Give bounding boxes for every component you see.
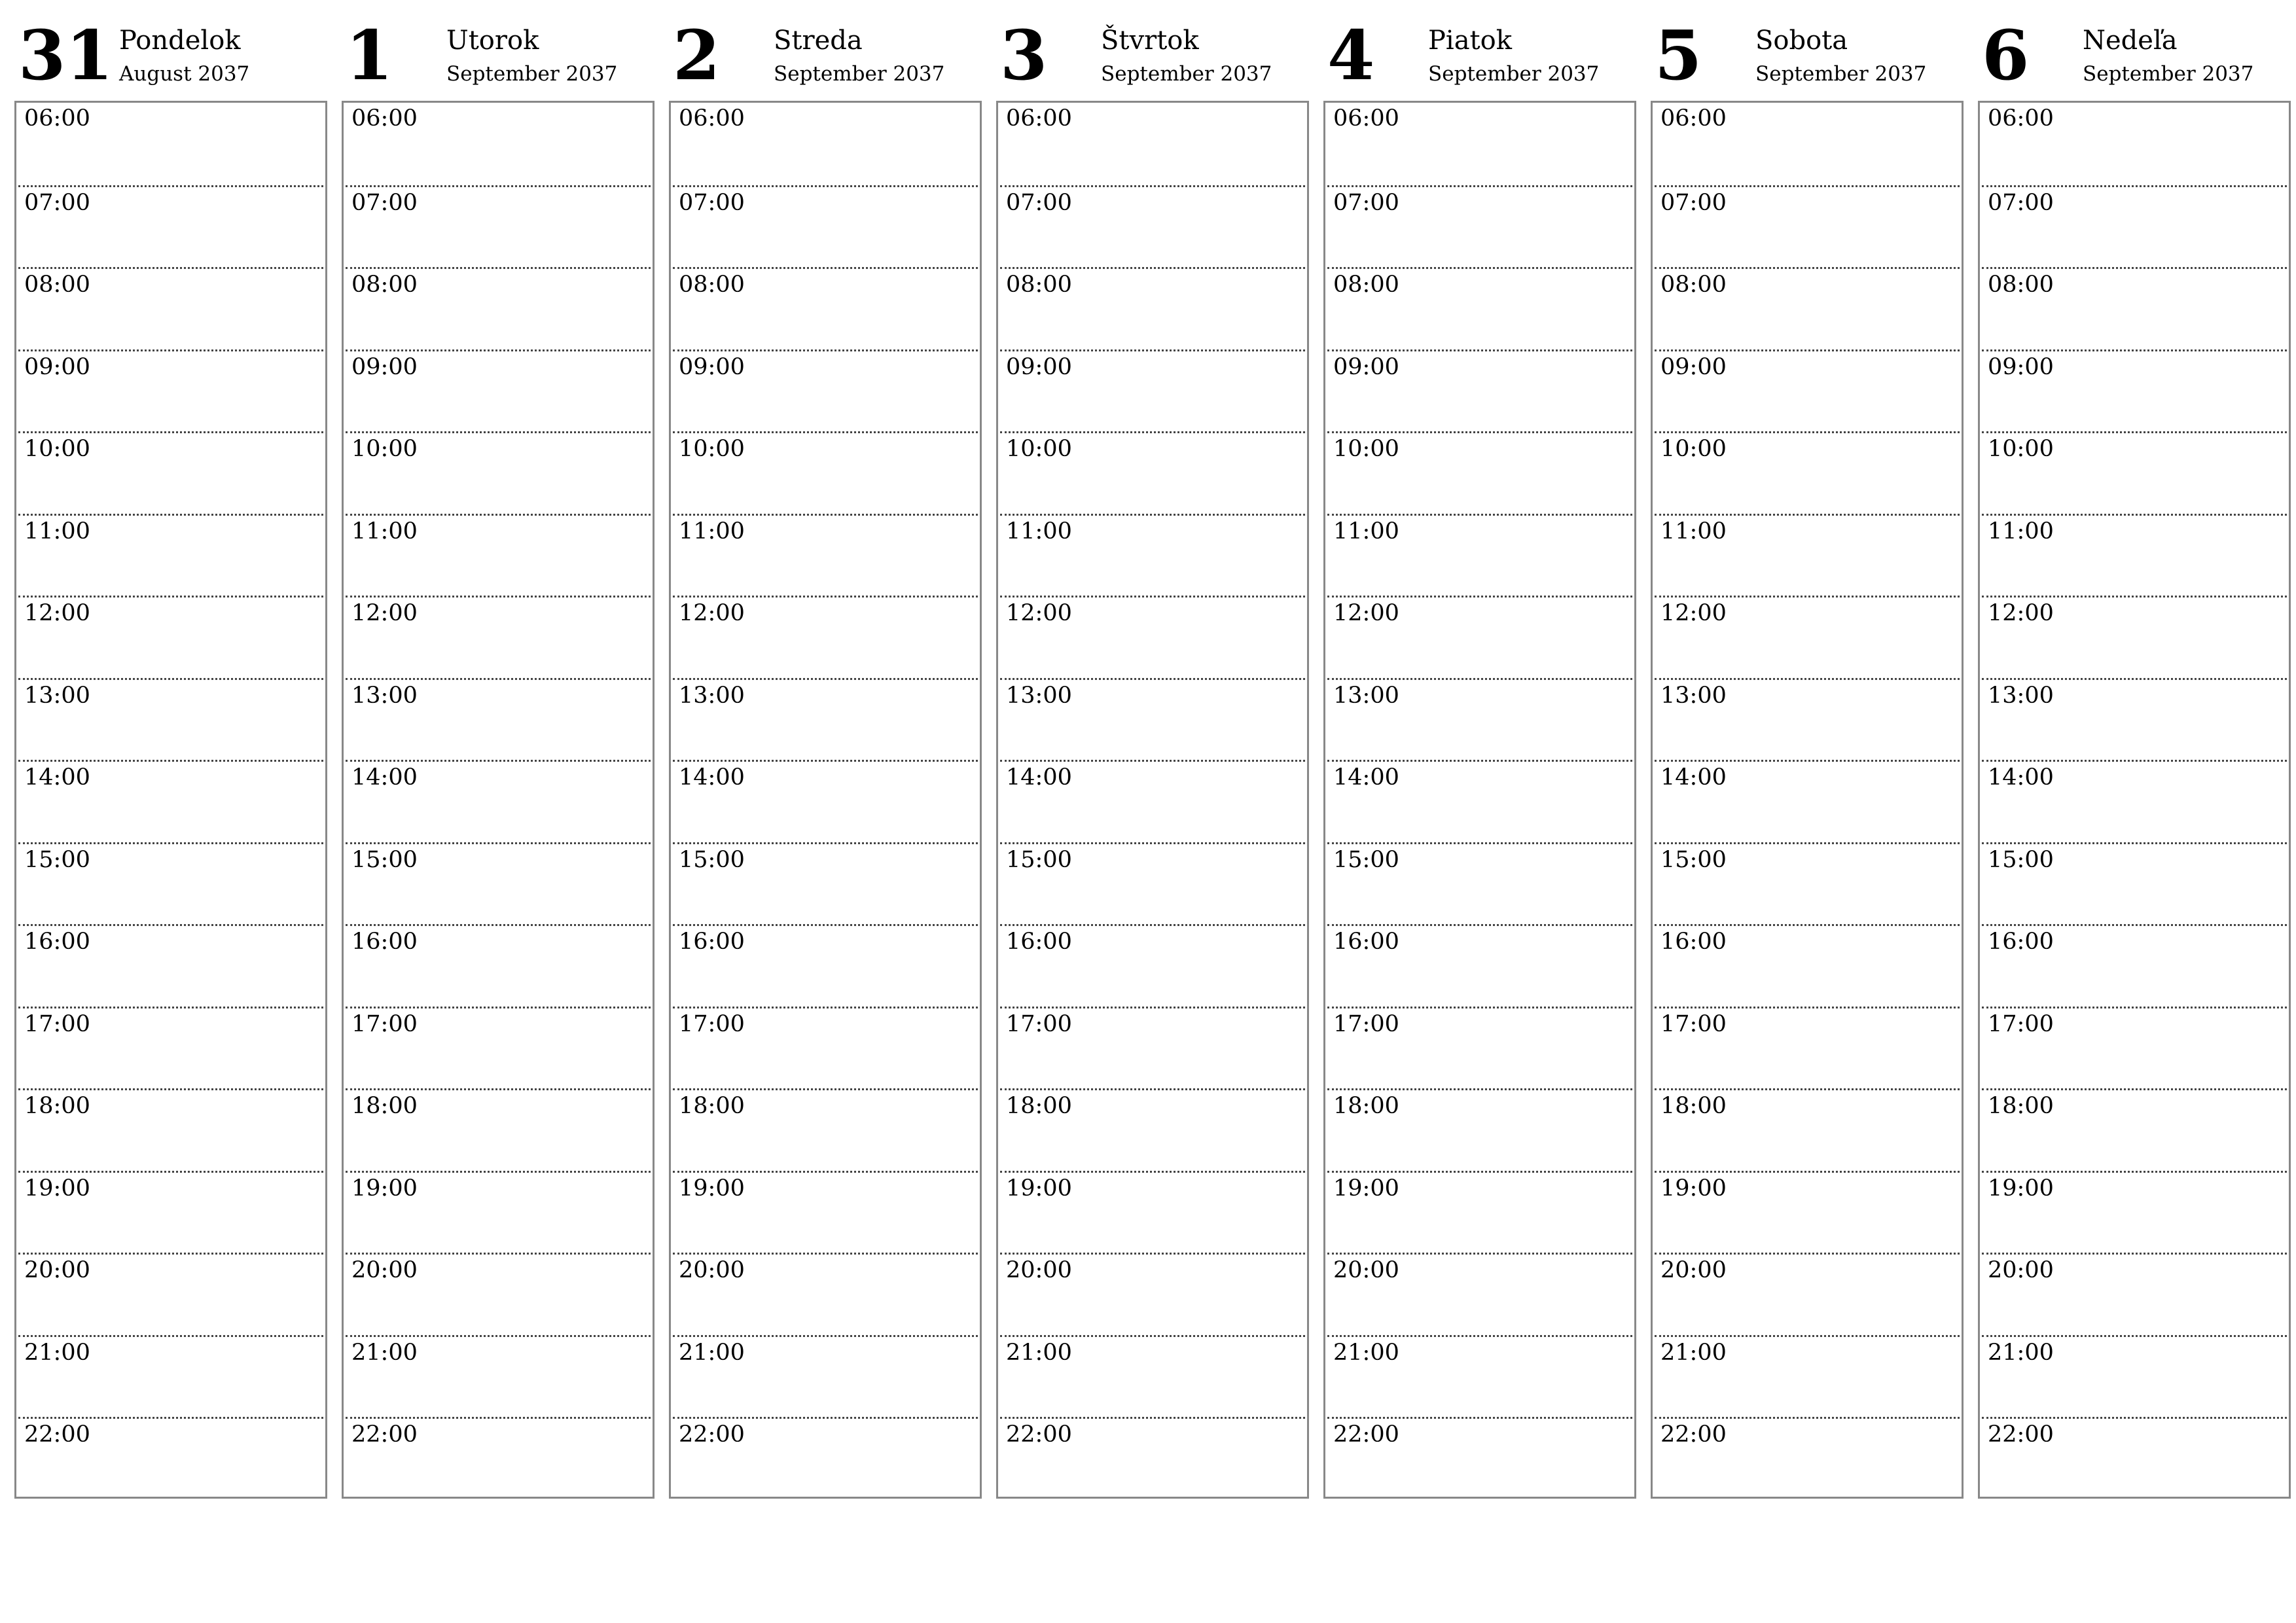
time-label: 14:00 (351, 764, 418, 791)
day-column (1978, 0, 2291, 1448)
month-year: September 2037 (774, 62, 945, 86)
time-slot[interactable] (1327, 185, 1632, 269)
schedule-box (669, 101, 982, 1499)
time-label: 06:00 (1333, 105, 1399, 132)
time-slot[interactable] (1655, 1007, 1960, 1090)
time-slot[interactable] (1327, 924, 1632, 1008)
time-slot[interactable] (1327, 1335, 1632, 1419)
time-slot[interactable] (1655, 1088, 1960, 1172)
time-slot[interactable] (1327, 1007, 1632, 1090)
time-slot[interactable] (1655, 514, 1960, 597)
time-slot[interactable] (18, 842, 323, 926)
time-slot[interactable] (1982, 267, 2287, 351)
time-slot[interactable] (18, 1171, 323, 1255)
time-label: 19:00 (1660, 1175, 1727, 1202)
time-label: 22:00 (351, 1421, 418, 1448)
time-slot[interactable] (1000, 1088, 1305, 1172)
time-label: 11:00 (24, 518, 90, 544)
time-label: 09:00 (1660, 353, 1727, 380)
time-label: 17:00 (1660, 1010, 1727, 1037)
time-slot[interactable] (18, 1335, 323, 1419)
time-slot[interactable] (1000, 267, 1305, 351)
time-label: 09:00 (1006, 353, 1072, 380)
time-label: 22:00 (679, 1421, 745, 1448)
time-slot[interactable] (1982, 1253, 2287, 1336)
time-label: 21:00 (1333, 1339, 1399, 1366)
day-header (1651, 0, 1964, 101)
time-label: 06:00 (1006, 105, 1072, 132)
month-year: September 2037 (1428, 62, 1600, 86)
day-header (14, 0, 327, 101)
time-label: 14:00 (679, 764, 745, 791)
weekday-name: Piatok (1428, 26, 1512, 56)
time-slot[interactable] (1982, 596, 2287, 679)
time-slot[interactable] (1327, 103, 1632, 185)
time-slot[interactable] (1982, 349, 2287, 433)
time-slot[interactable] (18, 431, 323, 515)
time-label: 08:00 (1988, 272, 2054, 298)
time-label: 20:00 (679, 1257, 745, 1283)
time-label: 17:00 (351, 1010, 418, 1037)
time-slot[interactable] (18, 185, 323, 269)
time-slot[interactable] (673, 760, 978, 844)
time-slot[interactable] (346, 760, 651, 844)
time-slot[interactable] (1982, 924, 2287, 1008)
time-label: 11:00 (1006, 518, 1072, 544)
time-label: 16:00 (351, 929, 418, 955)
time-label: 12:00 (1006, 600, 1072, 626)
time-label: 11:00 (679, 518, 745, 544)
time-slot[interactable] (18, 349, 323, 433)
time-slot[interactable] (1655, 103, 1960, 185)
time-slot[interactable] (18, 924, 323, 1008)
time-slot[interactable] (346, 596, 651, 679)
time-label: 13:00 (1333, 682, 1399, 709)
day-header (996, 0, 1309, 101)
time-label: 22:00 (24, 1421, 90, 1448)
time-label: 08:00 (1006, 272, 1072, 298)
schedule-box (342, 101, 655, 1499)
time-slot[interactable] (346, 1335, 651, 1419)
time-slot[interactable] (1655, 1417, 1960, 1501)
day-number: 4 (1327, 15, 1375, 96)
time-slot[interactable] (673, 1335, 978, 1419)
weekday-name: Štvrtok (1101, 26, 1199, 56)
time-slot[interactable] (1982, 103, 2287, 185)
time-label: 18:00 (1660, 1093, 1727, 1119)
time-label: 20:00 (1333, 1257, 1399, 1283)
time-slot[interactable] (18, 103, 323, 185)
time-label: 08:00 (1333, 272, 1399, 298)
time-label: 11:00 (1333, 518, 1399, 544)
time-slot[interactable] (673, 431, 978, 515)
month-year: September 2037 (446, 62, 618, 86)
time-slot[interactable] (673, 1417, 978, 1501)
time-slot[interactable] (673, 103, 978, 185)
time-label: 18:00 (1988, 1093, 2054, 1119)
time-slot[interactable] (1000, 1171, 1305, 1255)
time-label: 10:00 (679, 436, 745, 462)
weekday-name: Streda (774, 26, 863, 56)
time-slot[interactable] (346, 842, 651, 926)
time-slot[interactable] (18, 760, 323, 844)
time-slot[interactable] (346, 267, 651, 351)
day-number: 3 (1000, 15, 1048, 96)
time-slot[interactable] (346, 678, 651, 762)
time-label: 18:00 (351, 1093, 418, 1119)
day-header (1978, 0, 2291, 101)
time-slot[interactable] (1655, 678, 1960, 762)
time-slot[interactable] (1000, 1007, 1305, 1090)
schedule-box (1651, 101, 1964, 1499)
time-label: 09:00 (24, 353, 90, 380)
time-slot[interactable] (1655, 1171, 1960, 1255)
weekday-name: Utorok (446, 26, 539, 56)
time-label: 22:00 (1660, 1421, 1727, 1448)
time-label: 19:00 (351, 1175, 418, 1202)
time-label: 17:00 (24, 1010, 90, 1037)
time-slot[interactable] (1000, 103, 1305, 185)
time-slot[interactable] (1655, 185, 1960, 269)
time-label: 09:00 (679, 353, 745, 380)
time-label: 06:00 (1660, 105, 1727, 132)
time-slot[interactable] (1327, 678, 1632, 762)
time-label: 19:00 (1006, 1175, 1072, 1202)
time-label: 19:00 (24, 1175, 90, 1202)
time-label: 18:00 (1333, 1093, 1399, 1119)
day-number: 31 (18, 15, 113, 96)
time-label: 10:00 (1988, 436, 2054, 462)
time-slot[interactable] (1327, 267, 1632, 351)
time-slot[interactable] (1000, 1335, 1305, 1419)
time-slot[interactable] (18, 514, 323, 597)
month-year: August 2037 (119, 62, 250, 86)
time-label: 12:00 (1333, 600, 1399, 626)
time-label: 20:00 (351, 1257, 418, 1283)
time-label: 06:00 (1988, 105, 2054, 132)
time-slot[interactable] (673, 678, 978, 762)
day-number: 5 (1655, 15, 1702, 96)
time-label: 15:00 (24, 846, 90, 873)
time-label: 07:00 (1006, 189, 1072, 216)
time-slot[interactable] (1000, 924, 1305, 1008)
time-slot[interactable] (1000, 596, 1305, 679)
time-slot[interactable] (673, 1171, 978, 1255)
time-slot[interactable] (1982, 760, 2287, 844)
time-slot[interactable] (673, 185, 978, 269)
time-label: 10:00 (1333, 436, 1399, 462)
time-label: 11:00 (1660, 518, 1727, 544)
time-slot[interactable] (1000, 1417, 1305, 1501)
time-label: 08:00 (679, 272, 745, 298)
day-column (14, 0, 327, 1448)
time-slot[interactable] (1982, 1335, 2287, 1419)
time-label: 15:00 (1006, 846, 1072, 873)
month-year: September 2037 (1101, 62, 1272, 86)
time-label: 16:00 (1660, 929, 1727, 955)
day-number: 6 (1982, 15, 2030, 96)
time-label: 15:00 (1660, 846, 1727, 873)
time-slot[interactable] (18, 596, 323, 679)
day-column (1651, 0, 1964, 1448)
time-slot[interactable] (1327, 760, 1632, 844)
day-column (1323, 0, 1636, 1448)
time-label: 09:00 (1333, 353, 1399, 380)
time-label: 16:00 (1333, 929, 1399, 955)
time-slot[interactable] (1000, 431, 1305, 515)
time-slot[interactable] (673, 267, 978, 351)
time-slot[interactable] (1982, 514, 2287, 597)
time-label: 17:00 (1006, 1010, 1072, 1037)
time-label: 21:00 (679, 1339, 745, 1366)
time-label: 14:00 (24, 764, 90, 791)
time-slot[interactable] (1982, 431, 2287, 515)
time-label: 20:00 (1006, 1257, 1072, 1283)
time-slot[interactable] (1982, 1007, 2287, 1090)
time-slot[interactable] (1655, 431, 1960, 515)
time-slot[interactable] (1655, 924, 1960, 1008)
time-label: 22:00 (1988, 1421, 2054, 1448)
time-label: 10:00 (1006, 436, 1072, 462)
time-slot[interactable] (673, 1007, 978, 1090)
day-header (342, 0, 655, 101)
time-slot[interactable] (346, 1171, 651, 1255)
time-slot[interactable] (1982, 1171, 2287, 1255)
time-slot[interactable] (346, 431, 651, 515)
time-label: 07:00 (1988, 189, 2054, 216)
time-label: 15:00 (679, 846, 745, 873)
time-slot[interactable] (673, 924, 978, 1008)
schedule-box (1978, 101, 2291, 1499)
time-slot[interactable] (346, 185, 651, 269)
time-label: 13:00 (351, 682, 418, 709)
time-label: 13:00 (24, 682, 90, 709)
time-label: 15:00 (1988, 846, 2054, 873)
time-slot[interactable] (1982, 1088, 2287, 1172)
schedule-box (14, 101, 327, 1499)
day-column (996, 0, 1309, 1448)
time-label: 12:00 (679, 600, 745, 626)
time-slot[interactable] (1655, 267, 1960, 351)
time-label: 07:00 (24, 189, 90, 216)
time-slot[interactable] (1327, 1171, 1632, 1255)
time-label: 19:00 (1988, 1175, 2054, 1202)
time-slot[interactable] (1327, 842, 1632, 926)
month-year: September 2037 (1755, 62, 1927, 86)
weekday-name: Sobota (1755, 26, 1848, 56)
time-label: 06:00 (351, 105, 418, 132)
time-label: 15:00 (1333, 846, 1399, 873)
time-label: 15:00 (351, 846, 418, 873)
day-number: 2 (673, 15, 721, 96)
time-label: 21:00 (351, 1339, 418, 1366)
time-slot[interactable] (673, 514, 978, 597)
weekday-name: Pondelok (119, 26, 241, 56)
time-slot[interactable] (673, 842, 978, 926)
time-slot[interactable] (18, 1417, 323, 1501)
time-slot[interactable] (346, 1253, 651, 1336)
day-column (342, 0, 655, 1448)
time-label: 21:00 (1006, 1339, 1072, 1366)
day-number: 1 (346, 15, 393, 96)
time-label: 16:00 (24, 929, 90, 955)
time-label: 12:00 (24, 600, 90, 626)
time-slot[interactable] (18, 1253, 323, 1336)
time-label: 07:00 (679, 189, 745, 216)
time-label: 06:00 (679, 105, 745, 132)
time-label: 14:00 (1333, 764, 1399, 791)
time-label: 21:00 (1988, 1339, 2054, 1366)
time-slot[interactable] (1327, 1417, 1632, 1501)
time-slot[interactable] (346, 924, 651, 1008)
time-slot[interactable] (1327, 431, 1632, 515)
time-slot[interactable] (18, 1007, 323, 1090)
time-label: 16:00 (1988, 929, 2054, 955)
time-label: 13:00 (1006, 682, 1072, 709)
time-label: 08:00 (1660, 272, 1727, 298)
time-slot[interactable] (346, 103, 651, 185)
time-label: 16:00 (1006, 929, 1072, 955)
time-slot[interactable] (346, 349, 651, 433)
time-slot[interactable] (1000, 678, 1305, 762)
time-slot[interactable] (1000, 1253, 1305, 1336)
time-slot[interactable] (1655, 1253, 1960, 1336)
time-slot[interactable] (673, 1253, 978, 1336)
time-label: 16:00 (679, 929, 745, 955)
time-slot[interactable] (1655, 596, 1960, 679)
time-slot[interactable] (1327, 514, 1632, 597)
time-label: 17:00 (1988, 1010, 2054, 1037)
time-slot[interactable] (18, 678, 323, 762)
time-label: 12:00 (1660, 600, 1727, 626)
time-slot[interactable] (346, 1417, 651, 1501)
time-slot[interactable] (1655, 349, 1960, 433)
time-label: 22:00 (1333, 1421, 1399, 1448)
time-slot[interactable] (18, 267, 323, 351)
time-label: 11:00 (351, 518, 418, 544)
time-label: 18:00 (24, 1093, 90, 1119)
time-label: 18:00 (679, 1093, 745, 1119)
time-slot[interactable] (1982, 1417, 2287, 1501)
time-label: 07:00 (351, 189, 418, 216)
time-slot[interactable] (1000, 842, 1305, 926)
time-slot[interactable] (1000, 185, 1305, 269)
time-slot[interactable] (1655, 842, 1960, 926)
time-label: 18:00 (1006, 1093, 1072, 1119)
time-label: 21:00 (1660, 1339, 1727, 1366)
day-header (1323, 0, 1636, 101)
time-slot[interactable] (1327, 1253, 1632, 1336)
time-label: 21:00 (24, 1339, 90, 1366)
weekday-name: Nedeľa (2083, 26, 2178, 56)
time-slot[interactable] (1000, 349, 1305, 433)
time-label: 10:00 (1660, 436, 1727, 462)
time-slot[interactable] (346, 1007, 651, 1090)
time-label: 11:00 (1988, 518, 2054, 544)
time-label: 08:00 (351, 272, 418, 298)
time-slot[interactable] (1000, 514, 1305, 597)
time-label: 14:00 (1988, 764, 2054, 791)
time-label: 19:00 (679, 1175, 745, 1202)
time-slot[interactable] (18, 1088, 323, 1172)
time-label: 20:00 (24, 1257, 90, 1283)
schedule-box (1323, 101, 1636, 1499)
time-slot[interactable] (346, 1088, 651, 1172)
time-label: 20:00 (1988, 1257, 2054, 1283)
time-label: 12:00 (351, 600, 418, 626)
time-label: 09:00 (351, 353, 418, 380)
time-label: 22:00 (1006, 1421, 1072, 1448)
time-label: 06:00 (24, 105, 90, 132)
time-label: 12:00 (1988, 600, 2054, 626)
time-slot[interactable] (1982, 678, 2287, 762)
time-label: 17:00 (1333, 1010, 1399, 1037)
time-label: 14:00 (1660, 764, 1727, 791)
time-slot[interactable] (1655, 760, 1960, 844)
time-label: 10:00 (24, 436, 90, 462)
time-label: 20:00 (1660, 1257, 1727, 1283)
time-slot[interactable] (1327, 349, 1632, 433)
time-label: 19:00 (1333, 1175, 1399, 1202)
time-label: 07:00 (1660, 189, 1727, 216)
time-label: 14:00 (1006, 764, 1072, 791)
time-label: 13:00 (1988, 682, 2054, 709)
time-slot[interactable] (1655, 1335, 1960, 1419)
time-slot[interactable] (1000, 760, 1305, 844)
time-slot[interactable] (1982, 842, 2287, 926)
time-label: 17:00 (679, 1010, 745, 1037)
month-year: September 2037 (2083, 62, 2254, 86)
time-slot[interactable] (673, 1088, 978, 1172)
time-slot[interactable] (346, 514, 651, 597)
time-slot[interactable] (673, 349, 978, 433)
day-column (669, 0, 982, 1448)
schedule-box (996, 101, 1309, 1499)
time-label: 08:00 (24, 272, 90, 298)
time-slot[interactable] (1327, 596, 1632, 679)
time-label: 07:00 (1333, 189, 1399, 216)
time-label: 13:00 (679, 682, 745, 709)
time-label: 10:00 (351, 436, 418, 462)
time-slot[interactable] (673, 596, 978, 679)
time-label: 13:00 (1660, 682, 1727, 709)
time-slot[interactable] (1327, 1088, 1632, 1172)
time-slot[interactable] (1982, 185, 2287, 269)
day-header (669, 0, 982, 101)
time-label: 09:00 (1988, 353, 2054, 380)
